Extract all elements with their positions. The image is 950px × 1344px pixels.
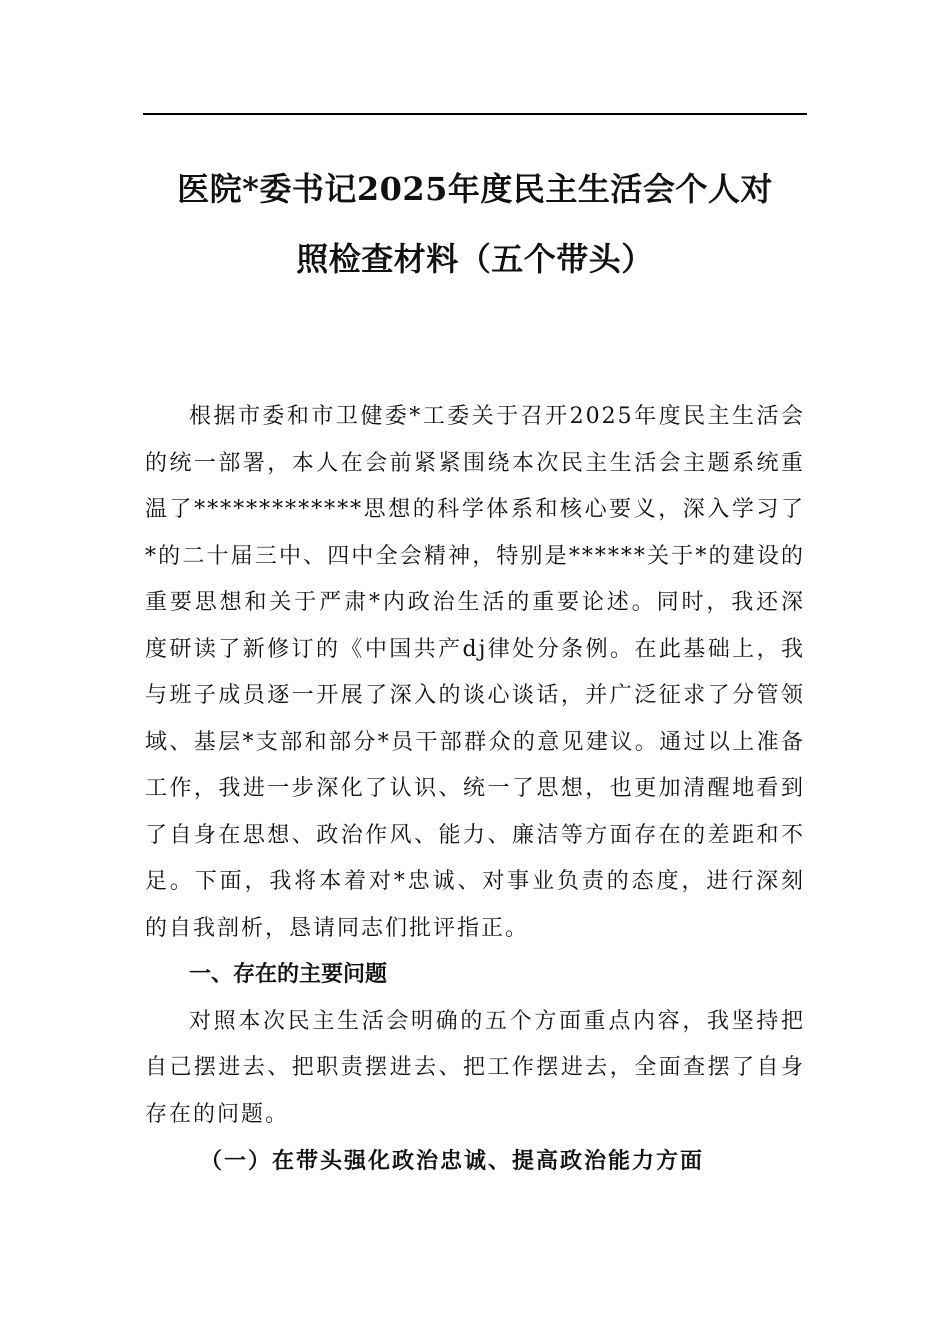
header-rule: [143, 113, 807, 115]
subsection-heading-1: （一）在带头强化政治忠诚、提高政治能力方面: [200, 1148, 705, 1174]
title-line-1: 医院*委书记2025年度民主生活会个人对: [177, 170, 773, 208]
section-heading-1: 一、存在的主要问题: [189, 962, 388, 987]
intro-paragraph: 根据市委和市卫健委*工委关于召开2025年度民主生活会的统一部署，本人在会前紧紧围绕本次民主生活会主题系统重温了*************思想的科学体系和核心要义，深入学习了*的二十届三中、四中全会精神，特别是******关于*的建设的重要思想和关于严肃*内政治生活的重要论述。同时，我还深度研读了新修订的《中国共产dj律处分条例。在此基础上，我与班子成员逐一开展了深入的谈心谈话，并广泛征求了分管领域、基层*支部和部分*员干部群众的意见建议。通过以上准备工作，我进一步深化了认识、统一了思想，也更加清醒地看到了自身在思想、政治作风、能力、廉洁等方面存在的差距和不足。下面，我将本着对*忠诚、对事业负责的态度，进行深刻的自我剖析，恳请同志们批评指正。: [145, 404, 805, 941]
section-1-paragraph: 对照本次民主生活会明确的五个方面重点内容，我坚持把自己摆进去、把职责摆进去、把工作摆进去，全面查摆了自身存在的问题。: [145, 1008, 805, 1127]
document-body: [145, 394, 805, 1185]
document-title: [143, 166, 807, 306]
title-line-2: 照检查材料（五个带头）: [296, 240, 654, 278]
